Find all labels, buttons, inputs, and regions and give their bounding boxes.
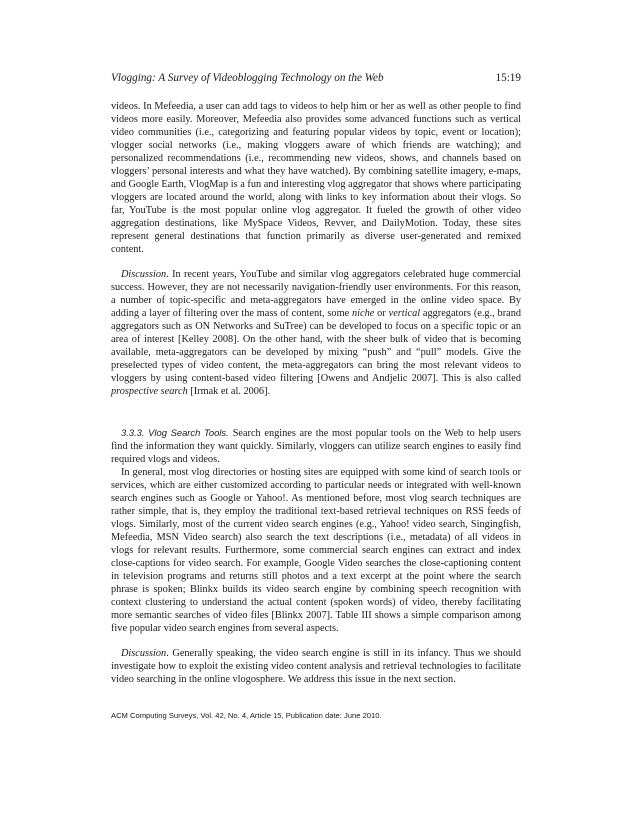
paragraph-search-engines: In general, most vlog directories or hosting sites are equipped with some kind of search tools or services, which are either customized according to particular needs or integrated with well-known search engines such as Google or Yahoo!. As mentioned before, most vlog search techniques are rather simple, that is, they employ the traditional text-based retrieval techniques on RSS feeds of vlogs. Similarly, most of the current video search engines (e.g., Yahoo! video search, Singingfish, Mefeedia, MSN Video search) also search the text descriptions (i.e., metadata) of all videos in vlogs for relevant results. Furthermore, some commercial search engines can extract and index close-captions for video search. For example, Google Video searches the close-captioning content in television programs and returns still photos and a text excerpt at the point where the search phrase is spoken; Blinkx builds its video search engine by combining speech recognition with context clustering to understand the actual content (spoken words) of video, thereby facilitating more semantic searches of video files [Blinkx 2007]. Table III shows a simple comparison among five popular video search engines from several aspects. — [111, 467, 521, 634]
journal-footer: ACM Computing Surveys, Vol. 42, No. 4, Article 15, Publication date: June 2010. — [111, 711, 382, 720]
body-text — [111, 100, 521, 686]
paragraph-discussion-search: Discussion. Generally speaking, the video search engine is still in its infancy. Thus we should investigate how to exploit the existing video content analysis and retrieval technologies to facilitate video searching in the online vlogosphere. We address this issue in the next section. — [111, 648, 521, 685]
page — [111, 72, 521, 686]
paragraph-discussion-aggregators: Discussion. In recent years, YouTube and similar vlog aggregators celebrated huge commercial success. However, they are not necessarily navigation-friendly user environments. For this reason, a number of topic-specific and meta-aggregators have emerged in the online video space. By adding a layer of filtering over the mass of content, some niche or vertical aggregators (e.g., brand aggregators such as ON Networks and SuTree) can be developed to focus on a specific topic or an area of interest [Kelley 2008]. On the other hand, with the sheer bulk of video that is becoming available, meta-aggregators can be developed by mixing “push” and “pull” models. Give the preselected types of video content, the meta-aggregators can bring the most relevant videos to vloggers by using content-based video filtering [Owens and Andjelic 2007]. This is also called prospective search [Irmak et al. 2006]. — [111, 269, 521, 397]
term-vertical: vertical — [388, 308, 421, 319]
discussion-label: Discussion — [121, 269, 167, 280]
section-vlog-search-tools: 3.3.3. Vlog Search Tools. Search engines are the most popular tools on the Web to help users find the information they want quickly. Similarly, vloggers can utilize search engines to easily find required vlogs and videos. — [111, 427, 522, 465]
discussion-label: Discussion — [121, 648, 167, 659]
page-number: 15:19 — [495, 72, 521, 84]
term-niche: niche — [352, 308, 375, 319]
running-header — [111, 72, 521, 88]
term-prospective-search: prospective search — [111, 386, 188, 397]
paragraph-mefeedia: videos. In Mefeedia, a user can add tags to videos to help him or her as well as other people to find videos more easily. Moreover, Mefeedia also provides some advanced functions such as vertical video communities (i.e., categorizing and featuring popular videos by topic, event or location); vlogger social networks (i.e., making vloggers aware of which friends are watching); and personalized recommendations (i.e., recommending new videos, shows, and channels based on vloggers’ personal interests and what they have watched). By combining satellite imagery, e-maps, and Google Earth, VlogMap is a fun and interesting vlog aggregator that shows where participating vloggers are located around the world, along with links to key information about their vlogs. So far, YouTube is the most popular online vlog aggregator. It fueled the growth of other video aggregation destinations, like MySpace Videos, Revver, and DailyMotion. Today, these sites represent general destinations that function primarily as diverse user-generated and remixed content. — [111, 101, 521, 255]
running-title: Vlogging: A Survey of Videoblogging Technology on the Web — [111, 72, 384, 84]
section-heading: 3.3.3. Vlog Search Tools. — [121, 427, 229, 438]
